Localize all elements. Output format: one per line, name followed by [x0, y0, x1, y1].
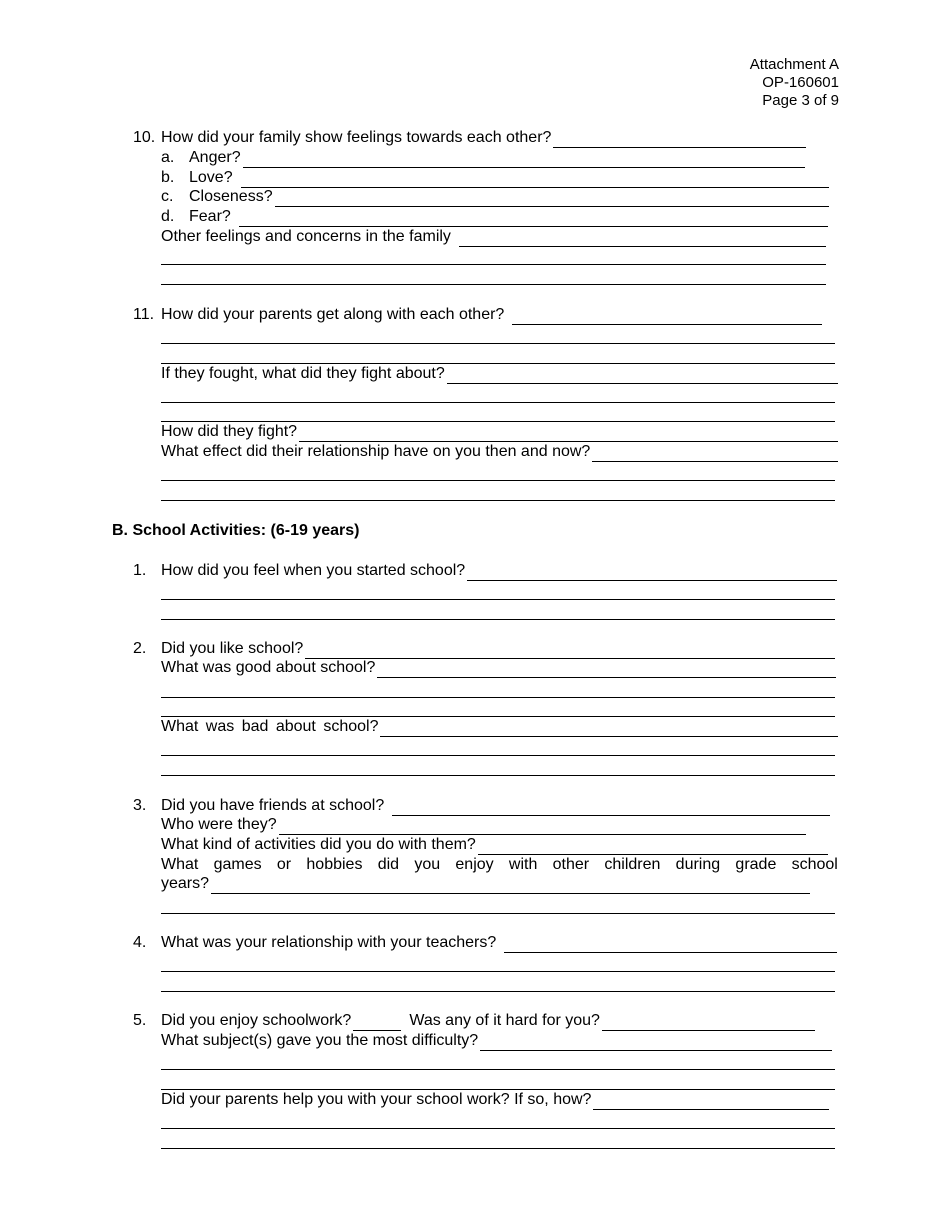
b2-bad-label: What was bad about school?	[161, 718, 379, 735]
q10c-row	[161, 187, 829, 207]
q10b-answer-line[interactable]	[241, 172, 829, 188]
b2-like-row	[161, 639, 835, 659]
b5-enjoy-answer-line[interactable]	[353, 1015, 401, 1031]
b2-number: 2.	[133, 640, 147, 657]
b2-blank-line-3[interactable]	[161, 755, 835, 756]
q11-effect-answer-line[interactable]	[592, 446, 838, 462]
q10b-label: Love?	[189, 169, 233, 186]
b3-games-word: or	[276, 856, 292, 873]
b3-who-row	[161, 815, 806, 835]
b3-games-word: hobbies	[306, 856, 363, 873]
q11-how-answer-line[interactable]	[299, 426, 838, 442]
b4-text: What was your relationship with your teachers?	[161, 934, 497, 951]
b3-activities-answer-line[interactable]	[478, 839, 828, 855]
b5-parents-row	[161, 1090, 829, 1110]
b1-row	[161, 561, 837, 581]
q10a-row	[161, 148, 805, 168]
b4-row	[161, 933, 837, 953]
b3-years-row	[161, 874, 810, 894]
q11-fought-answer-line[interactable]	[447, 368, 838, 384]
q10a-answer-line[interactable]	[243, 152, 805, 168]
section-b-title: B. School Activities: (6-19 years)	[112, 522, 360, 539]
b3-games-question	[161, 855, 838, 875]
q11-blank-line-3[interactable]	[161, 402, 835, 403]
q11-effect-label: What effect did their relationship have on you then and now?	[161, 443, 591, 460]
b3-friends-label: Did you have friends at school?	[161, 797, 385, 814]
b3-activities-row	[161, 835, 828, 855]
b2-bad-answer-line[interactable]	[380, 721, 838, 737]
b5-hard-answer-line[interactable]	[602, 1015, 815, 1031]
q10-other-label: Other feelings and concerns in the family	[161, 228, 451, 245]
b4-number: 4.	[133, 934, 147, 951]
b5-enjoy-row	[161, 1011, 815, 1031]
b3-blank-line-1[interactable]	[161, 913, 835, 914]
b3-games-word: children	[604, 856, 661, 873]
q10-answer-line[interactable]	[553, 132, 806, 148]
b3-activities-label: What kind of activities did you do with them?	[161, 836, 476, 853]
q11-how-row	[161, 422, 838, 442]
b3-games-word: other	[552, 856, 590, 873]
q10d-answer-line[interactable]	[239, 211, 828, 227]
b1-number: 1.	[133, 562, 147, 579]
b3-games-word: games	[213, 856, 262, 873]
page-number: Page 3 of 9	[762, 92, 839, 109]
b4-blank-line-2[interactable]	[161, 991, 835, 992]
b4-blank-line-1[interactable]	[161, 971, 835, 972]
b2-good-label: What was good about school?	[161, 659, 376, 676]
q11-fought-row	[161, 364, 838, 384]
b3-games-word: school	[791, 856, 838, 873]
b5-hard-label: Was any of it hard for you?	[409, 1012, 600, 1029]
b1-answer-line[interactable]	[467, 565, 837, 581]
b5-blank-line-4[interactable]	[161, 1148, 835, 1149]
page-header	[750, 56, 839, 110]
b5-parents-answer-line[interactable]	[593, 1094, 829, 1110]
b3-friends-row	[161, 796, 830, 816]
b5-blank-line-1[interactable]	[161, 1069, 835, 1070]
b3-games-word: enjoy	[455, 856, 494, 873]
b5-subjects-label: What subject(s) gave you the most difficulty?	[161, 1032, 479, 1049]
b5-subjects-row	[161, 1031, 832, 1051]
q10c-label: Closeness?	[189, 188, 273, 205]
b2-like-answer-line[interactable]	[305, 643, 835, 659]
q10c-answer-line[interactable]	[275, 191, 829, 207]
b3-games-word: with	[508, 856, 538, 873]
q10a-label: Anger?	[189, 149, 241, 166]
b3-games-word: What	[161, 856, 199, 873]
b2-good-row	[161, 658, 836, 678]
q10-row	[161, 128, 806, 148]
q11-blank-line-1[interactable]	[161, 343, 835, 344]
q11-number: 11.	[133, 306, 155, 323]
q11-how-label: How did they fight?	[161, 423, 298, 440]
b3-games-word: you	[414, 856, 441, 873]
q11-text: How did your parents get along with each other?	[161, 306, 505, 323]
q10-blank-line-1[interactable]	[161, 264, 826, 265]
b5-blank-line-3[interactable]	[161, 1128, 835, 1129]
b5-number: 5.	[133, 1012, 147, 1029]
q11-blank-line-5[interactable]	[161, 480, 835, 481]
b4-answer-line[interactable]	[504, 937, 837, 953]
b2-blank-line-1[interactable]	[161, 697, 835, 698]
b3-years-answer-line[interactable]	[211, 878, 810, 894]
q10b-row	[161, 168, 829, 188]
q11-blank-line-6[interactable]	[161, 500, 835, 501]
q10-other-answer-line[interactable]	[459, 231, 826, 247]
b3-games-word: during	[675, 856, 721, 873]
q11-answer-line[interactable]	[512, 309, 822, 325]
b5-subjects-answer-line[interactable]	[480, 1035, 832, 1051]
q10d-label: Fear?	[189, 208, 231, 225]
q10d-letter: d.	[161, 208, 175, 225]
b3-who-answer-line[interactable]	[279, 819, 806, 835]
q11-fought-label: If they fought, what did they fight about?	[161, 365, 445, 382]
q11-effect-row	[161, 442, 838, 462]
q10-blank-line-2[interactable]	[161, 284, 826, 285]
b3-games-word: grade	[735, 856, 777, 873]
document-code: OP-160601	[762, 74, 839, 91]
b2-bad-row	[161, 717, 838, 737]
b1-blank-line-1[interactable]	[161, 599, 835, 600]
b2-blank-line-4[interactable]	[161, 775, 835, 776]
b3-number: 3.	[133, 797, 147, 814]
attachment-label: Attachment A	[749, 56, 839, 73]
b3-games-word: did	[377, 856, 400, 873]
q10-number: 10.	[133, 129, 156, 146]
b5-parents-label: Did your parents help you with your school work? If so, how?	[161, 1091, 592, 1108]
b2-like-label: Did you like school?	[161, 640, 304, 657]
q10a-letter: a.	[161, 149, 175, 166]
q10-other-row	[161, 227, 826, 247]
b3-years-label: years?	[161, 875, 210, 892]
b5-enjoy-label: Did you enjoy schoolwork?	[161, 1012, 352, 1029]
q11-row	[161, 305, 822, 325]
b3-who-label: Who were they?	[161, 816, 277, 833]
q10d-row	[161, 207, 828, 227]
b2-good-answer-line[interactable]	[377, 662, 836, 678]
b1-blank-line-2[interactable]	[161, 619, 835, 620]
b3-friends-answer-line[interactable]	[392, 800, 830, 816]
q10b-letter: b.	[161, 169, 175, 186]
q10-text: How did your family show feelings towards each other?	[161, 129, 552, 146]
q10c-letter: c.	[161, 188, 174, 205]
b1-text: How did you feel when you started school?	[161, 562, 466, 579]
